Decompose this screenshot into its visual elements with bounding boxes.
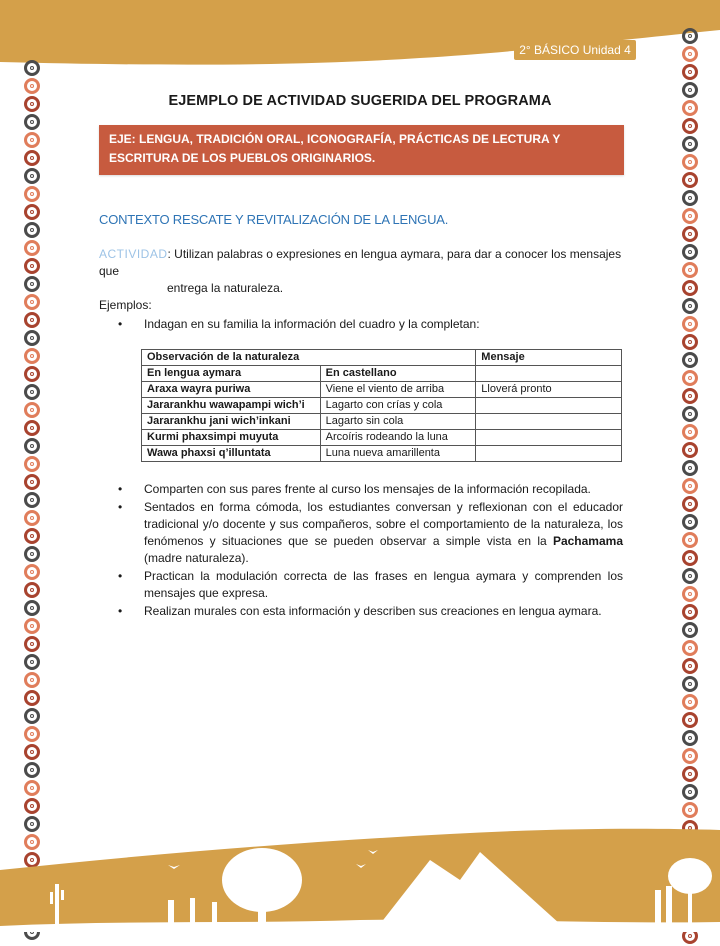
ornament-glyph-icon xyxy=(682,64,698,80)
ornament-glyph-icon xyxy=(24,528,40,544)
ornament-glyph-icon xyxy=(24,204,40,220)
ornament-glyph-icon xyxy=(24,654,40,670)
ornament-glyph-icon xyxy=(682,298,698,314)
ornament-glyph-icon xyxy=(24,708,40,724)
ornament-glyph-icon xyxy=(24,222,40,238)
bullet-icon: • xyxy=(118,500,123,514)
ornament-glyph-icon xyxy=(24,132,40,148)
table-subheader-aymara: En lengua aymara xyxy=(142,366,321,382)
ornament-glyph-icon xyxy=(24,114,40,130)
ornament-glyph-icon xyxy=(24,150,40,166)
cell-aymara: Jararankhu jani wich’inkani xyxy=(142,414,321,430)
ornament-glyph-icon xyxy=(682,586,698,602)
ornament-glyph-icon xyxy=(24,168,40,184)
ornament-glyph-icon xyxy=(24,78,40,94)
ornament-glyph-icon xyxy=(682,784,698,800)
ornament-glyph-icon xyxy=(682,388,698,404)
ornament-glyph-icon xyxy=(24,474,40,490)
ornament-glyph-icon xyxy=(24,60,40,76)
cell-castellano: Viene el viento de arriba xyxy=(320,382,476,398)
ornament-glyph-icon xyxy=(24,690,40,706)
ornament-glyph-icon xyxy=(682,424,698,440)
ornament-glyph-icon xyxy=(24,186,40,202)
ornament-glyph-icon xyxy=(682,118,698,134)
bullet-item xyxy=(118,481,623,498)
ornament-glyph-icon xyxy=(682,712,698,728)
ornament-glyph-icon xyxy=(24,384,40,400)
ornament-glyph-icon xyxy=(682,334,698,350)
ornament-glyph-icon xyxy=(24,402,40,418)
cell-aymara: Araxa wayra puriwa xyxy=(142,382,321,398)
ornament-glyph-icon xyxy=(682,694,698,710)
ornament-glyph-icon xyxy=(682,676,698,692)
ornament-glyph-icon xyxy=(682,226,698,242)
table-row xyxy=(142,414,622,430)
ornament-glyph-icon xyxy=(24,780,40,796)
cell-aymara: Kurmi phaxsimpi muyuta xyxy=(142,430,321,446)
bullet-icon: • xyxy=(118,482,123,496)
ornament-glyph-icon xyxy=(682,532,698,548)
ornament-glyph-icon xyxy=(24,798,40,814)
ornament-glyph-icon xyxy=(24,564,40,580)
cell-message xyxy=(476,430,622,446)
ornament-glyph-icon xyxy=(682,604,698,620)
ornament-glyph-icon xyxy=(682,172,698,188)
footer-landscape-decoration xyxy=(0,820,720,932)
cell-castellano: Arcoíris rodeando la luna xyxy=(320,430,476,446)
eje-banner: EJE: LENGUA, TRADICIÓN ORAL, ICONOGRAFÍA, PRÁCTICAS DE LECTURA Y ESCRITURA DE LOS PUEBLOS ORIGINARIOS. xyxy=(99,125,624,175)
ornament-glyph-icon xyxy=(682,766,698,782)
ornament-glyph-icon xyxy=(24,294,40,310)
observation-table xyxy=(141,349,622,462)
cell-aymara: Wawa phaxsi q’illuntata xyxy=(142,446,321,462)
ornament-glyph-icon xyxy=(24,420,40,436)
cell-castellano: Lagarto con crías y cola xyxy=(320,398,476,414)
ornament-glyph-icon xyxy=(24,546,40,562)
ornament-glyph-icon xyxy=(682,478,698,494)
activity-paragraph xyxy=(99,246,624,297)
bullet-icon: • xyxy=(118,569,123,583)
ornament-glyph-icon xyxy=(682,514,698,530)
ornament-glyph-icon xyxy=(682,748,698,764)
ornament-glyph-icon xyxy=(24,240,40,256)
ornament-glyph-icon xyxy=(682,208,698,224)
table-subheader-empty xyxy=(476,366,622,382)
bullet-item xyxy=(118,568,623,602)
bullet-icon: • xyxy=(118,317,123,331)
cell-aymara: Jararankhu wawapampi wich’i xyxy=(142,398,321,414)
bullet-intro xyxy=(118,316,623,333)
table-row xyxy=(142,446,622,462)
bullet-item xyxy=(118,499,623,567)
ornament-glyph-icon xyxy=(682,154,698,170)
bullet-text-part: Sentados en forma cómoda, los estudiantes conversan y reflexionan con el educador tradicional y/o docente y sus compañeros, sobre el comportamiento de la naturaleza, los fenómenos y situaciones que se pueden observar a simple vista en la xyxy=(144,500,623,548)
ornament-glyph-icon xyxy=(682,658,698,674)
ornament-glyph-icon xyxy=(24,456,40,472)
ornament-glyph-icon xyxy=(24,330,40,346)
bullet-text xyxy=(118,499,623,567)
ornament-glyph-icon xyxy=(24,366,40,382)
ornament-glyph-icon xyxy=(682,370,698,386)
ornament-glyph-icon xyxy=(682,460,698,476)
ornament-glyph-icon xyxy=(682,280,698,296)
examples-label: Ejemplos: xyxy=(99,298,152,312)
ornament-glyph-icon xyxy=(682,190,698,206)
ornament-glyph-icon xyxy=(682,622,698,638)
ornament-glyph-icon xyxy=(682,442,698,458)
ornament-glyph-icon xyxy=(682,46,698,62)
ornament-glyph-icon xyxy=(24,492,40,508)
ornament-glyph-icon xyxy=(24,276,40,292)
ornament-glyph-icon xyxy=(682,496,698,512)
table-subheader-row xyxy=(142,366,622,382)
ornament-glyph-icon xyxy=(24,438,40,454)
cell-castellano: Lagarto sin cola xyxy=(320,414,476,430)
unit-badge: 2° BÁSICO Unidad 4 xyxy=(514,40,636,60)
ornament-glyph-icon xyxy=(682,244,698,260)
ornament-glyph-icon xyxy=(682,730,698,746)
table-header-observation: Observación de la naturaleza xyxy=(142,350,476,366)
ornament-glyph-icon xyxy=(24,744,40,760)
ornament-glyph-icon xyxy=(24,636,40,652)
ornament-glyph-icon xyxy=(682,262,698,278)
bullet-text-part: (madre naturaleza). xyxy=(144,551,249,565)
ornament-glyph-icon xyxy=(682,316,698,332)
bullet-text: Comparten con sus pares frente al curso los mensajes de la información recopilada. xyxy=(144,482,591,496)
cell-message xyxy=(476,398,622,414)
left-ornamental-border xyxy=(24,60,40,942)
table-row xyxy=(142,398,622,414)
ornament-glyph-icon xyxy=(682,136,698,152)
ornament-glyph-icon xyxy=(682,352,698,368)
cell-message xyxy=(476,446,622,462)
ornament-glyph-icon xyxy=(24,762,40,778)
ornament-glyph-icon xyxy=(24,618,40,634)
cell-castellano: Luna nueva amarillenta xyxy=(320,446,476,462)
ornament-glyph-icon xyxy=(24,726,40,742)
table-header-row xyxy=(142,350,622,366)
ornament-glyph-icon xyxy=(682,406,698,422)
table-row xyxy=(142,382,622,398)
table-row xyxy=(142,430,622,446)
activity-text-line2: entrega la naturaleza. xyxy=(167,281,284,295)
ornament-glyph-icon xyxy=(24,258,40,274)
ornament-glyph-icon xyxy=(24,510,40,526)
ornament-glyph-icon xyxy=(682,802,698,818)
right-ornamental-border xyxy=(682,28,698,946)
ornament-glyph-icon xyxy=(24,582,40,598)
table-header-message: Mensaje xyxy=(476,350,622,366)
ornament-glyph-icon xyxy=(682,550,698,566)
bullet-text: Indagan en su familia la información del cuadro y la completan: xyxy=(144,317,480,331)
cell-message xyxy=(476,414,622,430)
ornament-glyph-icon xyxy=(682,28,698,44)
bullet-item xyxy=(118,603,623,620)
ornament-glyph-icon xyxy=(24,600,40,616)
bullet-text: Realizan murales con esta información y describen sus creaciones en lengua aymara. xyxy=(144,604,602,618)
bullet-text: Practican la modulación correcta de las frases en lengua aymara y comprenden los mensajes que expresa. xyxy=(144,569,623,600)
bullet-icon: • xyxy=(118,604,123,618)
bullet-bold-term: Pachamama xyxy=(552,534,623,548)
ornament-glyph-icon xyxy=(682,568,698,584)
section-title: CONTEXTO RESCATE Y REVITALIZACIÓN DE LA LENGUA. xyxy=(99,212,449,227)
ornament-glyph-icon xyxy=(24,312,40,328)
activity-label: ACTIVIDAD xyxy=(99,247,168,261)
page-title: EJEMPLO DE ACTIVIDAD SUGERIDA DEL PROGRAMA xyxy=(168,93,552,109)
table-subheader-castellano: En castellano xyxy=(320,366,476,382)
ornament-glyph-icon xyxy=(682,640,698,656)
ornament-glyph-icon xyxy=(24,672,40,688)
ornament-glyph-icon xyxy=(24,348,40,364)
cell-message: Lloverá pronto xyxy=(476,382,622,398)
activity-text-line1: : Utilizan palabras o expresiones en lengua aymara, para dar a conocer los mensajes que xyxy=(99,247,622,278)
